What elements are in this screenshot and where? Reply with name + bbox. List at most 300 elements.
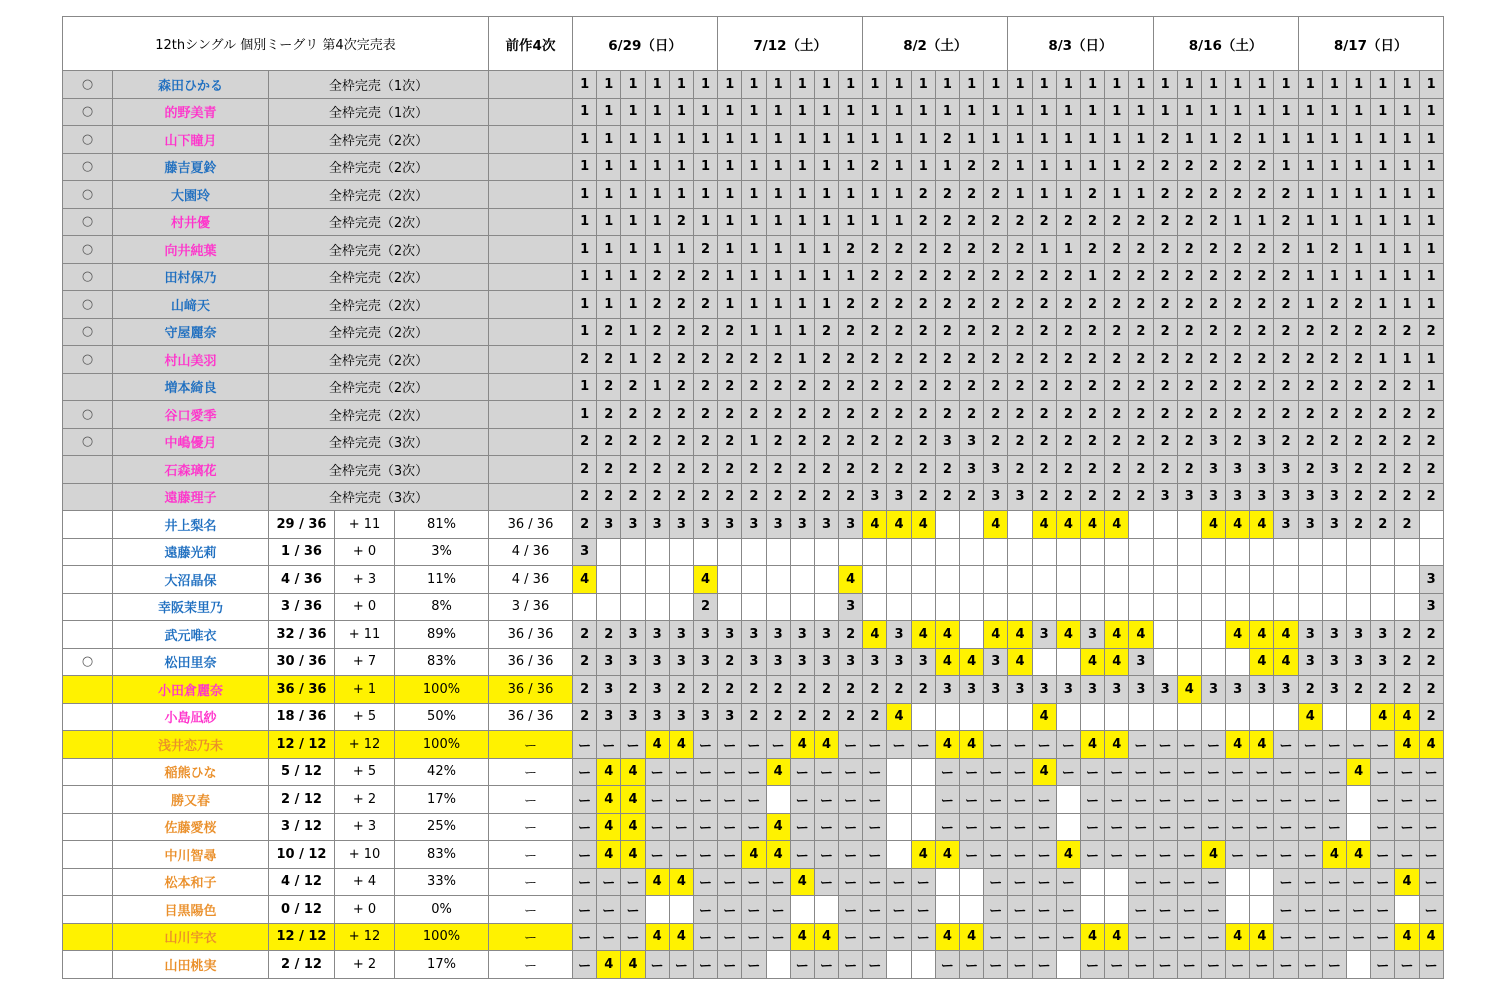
slot-cell: 4 [1056, 841, 1080, 869]
check-mark: ○ [63, 346, 113, 374]
slot-cell: 4 [1032, 511, 1056, 539]
slot-cell: 1 [742, 126, 766, 154]
slot-cell [645, 896, 669, 924]
slot-cell: 1 [1322, 208, 1346, 236]
slot-cell [1250, 896, 1274, 924]
slot-cell: ー [1008, 786, 1032, 814]
slot-cell: 2 [669, 676, 693, 704]
slot-cell: 2 [814, 318, 838, 346]
slot-cell: 3 [693, 511, 717, 539]
slot-cell [1371, 593, 1395, 621]
slot-cell: 2 [887, 236, 911, 264]
slot-cell: ー [1201, 813, 1225, 841]
slot-cell: 4 [1250, 923, 1274, 951]
slot-cell [1080, 868, 1104, 896]
slot-cell: 1 [814, 126, 838, 154]
slot-cell [1347, 951, 1371, 979]
slot-cell: 2 [960, 318, 984, 346]
slot-cell: 3 [814, 648, 838, 676]
slot-cell: 3 [887, 621, 911, 649]
slot-cell: 3 [1347, 648, 1371, 676]
slot-cell: 2 [1298, 318, 1322, 346]
prev-header: 前作4次 [489, 17, 573, 71]
slot-cell: 3 [1298, 648, 1322, 676]
slot-cell: 2 [911, 346, 935, 374]
table-row [63, 181, 1444, 209]
slot-cell: 2 [1032, 428, 1056, 456]
table-row [63, 758, 1444, 786]
slot-cell: 2 [693, 291, 717, 319]
slot-cell: 1 [814, 263, 838, 291]
check-mark [63, 951, 113, 979]
slot-cell: ー [1395, 786, 1419, 814]
slot-cell: 1 [621, 98, 645, 126]
slot-cell [1347, 566, 1371, 594]
slot-cell [1274, 538, 1298, 566]
slot-cell: 2 [1298, 401, 1322, 429]
slot-cell: 1 [766, 291, 790, 319]
slot-cell: 3 [1298, 483, 1322, 511]
slot-cell: 2 [839, 483, 863, 511]
slot-cell: 2 [960, 208, 984, 236]
slot-cell: 2 [693, 263, 717, 291]
slot-cell: 1 [1250, 208, 1274, 236]
slot-cell: 1 [621, 263, 645, 291]
slot-cell [1250, 538, 1274, 566]
slot-cell: 1 [814, 208, 838, 236]
slot-cell: 1 [863, 181, 887, 209]
slot-cell: ー [1274, 758, 1298, 786]
check-mark [63, 621, 113, 649]
table-row [63, 511, 1444, 539]
slot-cell: 1 [790, 346, 814, 374]
check-mark [63, 676, 113, 704]
slot-cell: 3 [1250, 428, 1274, 456]
slot-cell: 2 [1080, 401, 1104, 429]
slot-cell: 1 [597, 126, 621, 154]
slot-cell: 1 [645, 236, 669, 264]
slot-cell: 2 [669, 483, 693, 511]
slot-cell [1105, 868, 1129, 896]
slot-cell: 2 [1226, 153, 1250, 181]
slot-cell: 3 [645, 703, 669, 731]
slot-cell: 2 [1395, 318, 1419, 346]
slot-cell [1201, 538, 1225, 566]
slot-cell: 2 [597, 318, 621, 346]
slot-cell: 2 [839, 401, 863, 429]
slot-cell: 2 [887, 676, 911, 704]
slot-cell: 4 [1080, 511, 1104, 539]
member-name: 浅井恋乃未 [113, 731, 269, 759]
sold-diff: + 2 [335, 951, 395, 979]
slot-cell [1395, 896, 1419, 924]
slot-cell: 2 [1226, 181, 1250, 209]
slot-cell: 2 [766, 676, 790, 704]
slot-cell: ー [984, 923, 1008, 951]
slot-cell: 1 [1395, 153, 1419, 181]
slot-cell: 3 [1032, 621, 1056, 649]
slot-cell [1177, 648, 1201, 676]
slot-cell: 2 [911, 676, 935, 704]
slot-cell: 3 [1322, 648, 1346, 676]
slot-cell: 2 [1201, 401, 1225, 429]
slot-cell: 4 [1395, 923, 1419, 951]
slot-cell: 2 [669, 318, 693, 346]
slot-cell: 2 [669, 401, 693, 429]
slot-cell: 2 [935, 236, 959, 264]
date-header-6: 8/17（日） [1298, 17, 1443, 71]
slot-cell [1056, 813, 1080, 841]
slot-cell [1274, 703, 1298, 731]
slot-cell: 2 [1056, 373, 1080, 401]
slot-cell: ー [693, 868, 717, 896]
slot-cell: ー [1080, 813, 1104, 841]
slot-cell: 2 [573, 648, 597, 676]
slot-cell: ー [1322, 923, 1346, 951]
slot-cell: ー [839, 841, 863, 869]
slot-cell: 2 [911, 263, 935, 291]
slot-cell: ー [911, 896, 935, 924]
slot-cell: 1 [1419, 153, 1443, 181]
sold-count: 2 / 12 [269, 951, 335, 979]
slot-cell [790, 896, 814, 924]
sold-percent: 11% [395, 566, 489, 594]
slot-cell [1347, 703, 1371, 731]
slot-cell: ー [863, 813, 887, 841]
slot-cell: 3 [1129, 676, 1153, 704]
slot-cell [1008, 538, 1032, 566]
slot-cell: 2 [1371, 456, 1395, 484]
sold-status: 全枠完売（3次） [269, 483, 489, 511]
slot-cell: 1 [1008, 181, 1032, 209]
slot-cell [621, 593, 645, 621]
slot-cell: 4 [960, 731, 984, 759]
slot-cell [1153, 593, 1177, 621]
slot-cell [1129, 566, 1153, 594]
slot-cell: 1 [1419, 373, 1443, 401]
slot-cell: ー [1129, 841, 1153, 869]
slot-cell: 1 [814, 71, 838, 99]
slot-cell [814, 593, 838, 621]
slot-cell: ー [573, 731, 597, 759]
slot-cell: 4 [1395, 703, 1419, 731]
prev-sold [489, 428, 573, 456]
member-name: 幸阪茉里乃 [113, 593, 269, 621]
slot-cell: ー [790, 786, 814, 814]
slot-cell: ー [1008, 758, 1032, 786]
slot-cell: 2 [1347, 511, 1371, 539]
slot-cell: ー [1080, 758, 1104, 786]
slot-cell [1105, 896, 1129, 924]
slot-cell: 3 [597, 676, 621, 704]
sold-percent: 8% [395, 593, 489, 621]
slot-cell: 2 [1347, 428, 1371, 456]
slot-cell: ー [1322, 731, 1346, 759]
slot-cell [1226, 593, 1250, 621]
slot-cell: 2 [863, 346, 887, 374]
slot-cell: 1 [1371, 208, 1395, 236]
slot-cell: 2 [1032, 208, 1056, 236]
prev-sold: 3 / 36 [489, 593, 573, 621]
slot-cell: 3 [984, 648, 1008, 676]
slot-cell: 2 [669, 346, 693, 374]
slot-cell [1371, 538, 1395, 566]
slot-cell [1395, 566, 1419, 594]
slot-cell: 3 [1201, 456, 1225, 484]
slot-cell: 2 [814, 483, 838, 511]
slot-cell: 2 [839, 703, 863, 731]
slot-cell: 3 [718, 703, 742, 731]
slot-cell [1080, 593, 1104, 621]
slot-cell: 2 [1080, 346, 1104, 374]
slot-cell: ー [1371, 841, 1395, 869]
slot-cell: ー [669, 813, 693, 841]
slot-cell: 2 [911, 483, 935, 511]
slot-cell [935, 896, 959, 924]
slot-cell: 1 [573, 208, 597, 236]
slot-cell: 3 [645, 676, 669, 704]
prev-sold [489, 98, 573, 126]
slot-cell: 1 [1177, 71, 1201, 99]
slot-cell: 1 [1105, 181, 1129, 209]
sold-count: 30 / 36 [269, 648, 335, 676]
sold-status: 全枠完売（1次） [269, 98, 489, 126]
slot-cell: ー [1105, 951, 1129, 979]
slot-cell: 2 [984, 263, 1008, 291]
slot-cell: ー [984, 896, 1008, 924]
slot-cell: 1 [1395, 236, 1419, 264]
slot-cell: ー [1105, 813, 1129, 841]
slot-cell: 4 [645, 868, 669, 896]
slot-cell: 3 [887, 648, 911, 676]
slot-cell: 4 [645, 731, 669, 759]
slot-cell: ー [863, 758, 887, 786]
slot-cell: ー [597, 731, 621, 759]
slot-cell: 2 [1395, 456, 1419, 484]
slot-cell [693, 538, 717, 566]
slot-cell [645, 538, 669, 566]
slot-cell: 3 [790, 621, 814, 649]
slot-cell: 1 [839, 71, 863, 99]
slot-cell: 2 [911, 291, 935, 319]
slot-cell: 2 [1177, 373, 1201, 401]
slot-cell: 2 [693, 676, 717, 704]
table-row [63, 456, 1444, 484]
sold-count: 1 / 36 [269, 538, 335, 566]
slot-cell: 3 [766, 511, 790, 539]
slot-cell: ー [1129, 951, 1153, 979]
slot-cell [1056, 593, 1080, 621]
slot-cell: ー [863, 951, 887, 979]
slot-cell: ー [863, 896, 887, 924]
slot-cell: ー [573, 786, 597, 814]
slot-cell: ー [573, 841, 597, 869]
slot-cell: 2 [693, 428, 717, 456]
slot-cell: ー [573, 813, 597, 841]
sold-status: 全枠完売（1次） [269, 71, 489, 99]
sold-diff: + 5 [335, 703, 395, 731]
slot-cell: 3 [1226, 676, 1250, 704]
slot-cell: 2 [693, 236, 717, 264]
slot-cell [1201, 648, 1225, 676]
slot-cell: ー [718, 758, 742, 786]
slot-cell: 2 [1008, 263, 1032, 291]
slot-cell: 2 [935, 483, 959, 511]
sold-status: 全枠完売（2次） [269, 291, 489, 319]
slot-cell [1201, 593, 1225, 621]
slot-cell: 3 [718, 511, 742, 539]
slot-cell: 2 [621, 456, 645, 484]
slot-cell: 3 [1226, 456, 1250, 484]
slot-cell: 3 [1250, 456, 1274, 484]
slot-cell: 1 [1371, 291, 1395, 319]
slot-cell: 2 [1105, 208, 1129, 236]
slot-cell: 4 [1226, 923, 1250, 951]
slot-cell: ー [742, 731, 766, 759]
slot-cell: 4 [597, 813, 621, 841]
slot-cell: ー [766, 868, 790, 896]
slot-cell: 1 [742, 236, 766, 264]
slot-cell: 1 [1250, 98, 1274, 126]
sold-status: 全枠完売（2次） [269, 236, 489, 264]
slot-cell: 2 [669, 208, 693, 236]
slot-cell: 2 [790, 428, 814, 456]
slot-cell: 2 [1419, 648, 1443, 676]
slot-cell: 1 [863, 98, 887, 126]
slot-cell: 1 [1395, 263, 1419, 291]
member-name: 増本綺良 [113, 373, 269, 401]
slot-cell: ー [839, 951, 863, 979]
slot-cell: 4 [1226, 731, 1250, 759]
slot-cell: 2 [693, 373, 717, 401]
check-mark: ○ [63, 98, 113, 126]
slot-cell: 2 [1226, 236, 1250, 264]
slot-cell: 2 [911, 181, 935, 209]
slot-cell: 2 [1008, 236, 1032, 264]
slot-cell: ー [984, 758, 1008, 786]
slot-cell: ー [1298, 896, 1322, 924]
slot-cell: 2 [1274, 208, 1298, 236]
slot-cell: 3 [718, 621, 742, 649]
slot-cell: 1 [573, 153, 597, 181]
slot-cell: ー [573, 868, 597, 896]
slot-cell: 2 [645, 401, 669, 429]
slot-cell: ー [1226, 951, 1250, 979]
slot-cell: 2 [935, 318, 959, 346]
slot-cell: 2 [839, 428, 863, 456]
slot-cell [960, 896, 984, 924]
slot-cell: ー [1250, 951, 1274, 979]
check-mark [63, 868, 113, 896]
slot-cell: ー [1008, 813, 1032, 841]
member-name: 稲熊ひな [113, 758, 269, 786]
slot-cell: 4 [790, 923, 814, 951]
slot-cell: 4 [645, 923, 669, 951]
slot-cell: 1 [839, 263, 863, 291]
slot-cell: 2 [693, 456, 717, 484]
slot-cell: 1 [1419, 291, 1443, 319]
slot-cell: 1 [1056, 71, 1080, 99]
slot-cell: 4 [1105, 731, 1129, 759]
slot-cell: 4 [1250, 621, 1274, 649]
slot-cell: 1 [1105, 98, 1129, 126]
slot-cell: 4 [814, 923, 838, 951]
member-name: 山川宇衣 [113, 923, 269, 951]
slot-cell: 2 [839, 291, 863, 319]
slot-cell: ー [1322, 868, 1346, 896]
slot-cell: 2 [1322, 291, 1346, 319]
slot-cell: 1 [573, 236, 597, 264]
slot-cell: 4 [597, 841, 621, 869]
slot-cell: ー [573, 896, 597, 924]
slot-cell: 1 [766, 71, 790, 99]
slot-cell: ー [1298, 731, 1322, 759]
check-mark: ○ [63, 648, 113, 676]
slot-cell: 1 [1371, 98, 1395, 126]
slot-cell: ー [1129, 813, 1153, 841]
slot-cell: 2 [863, 153, 887, 181]
slot-cell: 2 [1250, 401, 1274, 429]
slot-cell: 2 [984, 208, 1008, 236]
slot-cell: 2 [1008, 401, 1032, 429]
slot-cell: ー [766, 731, 790, 759]
slot-cell: 1 [1298, 291, 1322, 319]
slot-cell: 2 [1105, 291, 1129, 319]
slot-cell: 3 [693, 621, 717, 649]
slot-cell: 1 [1129, 181, 1153, 209]
slot-cell: 2 [742, 483, 766, 511]
sold-diff: + 7 [335, 648, 395, 676]
slot-cell: 1 [1371, 181, 1395, 209]
slot-cell: 2 [911, 428, 935, 456]
slot-cell: 4 [1226, 621, 1250, 649]
slot-cell: 1 [597, 208, 621, 236]
sellout-table [62, 16, 1444, 979]
slot-cell: ー [814, 841, 838, 869]
sold-diff: + 3 [335, 813, 395, 841]
check-mark [63, 566, 113, 594]
slot-cell: ー [984, 731, 1008, 759]
member-name: 武元唯衣 [113, 621, 269, 649]
slot-cell: ー [645, 841, 669, 869]
slot-cell: 2 [573, 346, 597, 374]
slot-cell [1080, 566, 1104, 594]
slot-cell: ー [1274, 896, 1298, 924]
slot-cell: 2 [693, 483, 717, 511]
slot-cell: 2 [621, 373, 645, 401]
slot-cell: 1 [1347, 263, 1371, 291]
sold-percent: 83% [395, 841, 489, 869]
slot-cell: ー [693, 758, 717, 786]
slot-cell: 2 [1371, 373, 1395, 401]
slot-cell: 1 [1153, 98, 1177, 126]
slot-cell [984, 538, 1008, 566]
slot-cell: 1 [1129, 71, 1153, 99]
slot-cell [621, 566, 645, 594]
slot-cell: 3 [1298, 511, 1322, 539]
slot-cell: 1 [1419, 126, 1443, 154]
slot-cell [1129, 703, 1153, 731]
slot-cell [1395, 538, 1419, 566]
slot-cell: 2 [1129, 428, 1153, 456]
slot-cell: 2 [1419, 318, 1443, 346]
slot-cell: 2 [1250, 318, 1274, 346]
sold-percent: 100% [395, 731, 489, 759]
slot-cell: 2 [863, 263, 887, 291]
slot-cell: 1 [1371, 71, 1395, 99]
slot-cell: 2 [1322, 318, 1346, 346]
slot-cell: 2 [1201, 236, 1225, 264]
